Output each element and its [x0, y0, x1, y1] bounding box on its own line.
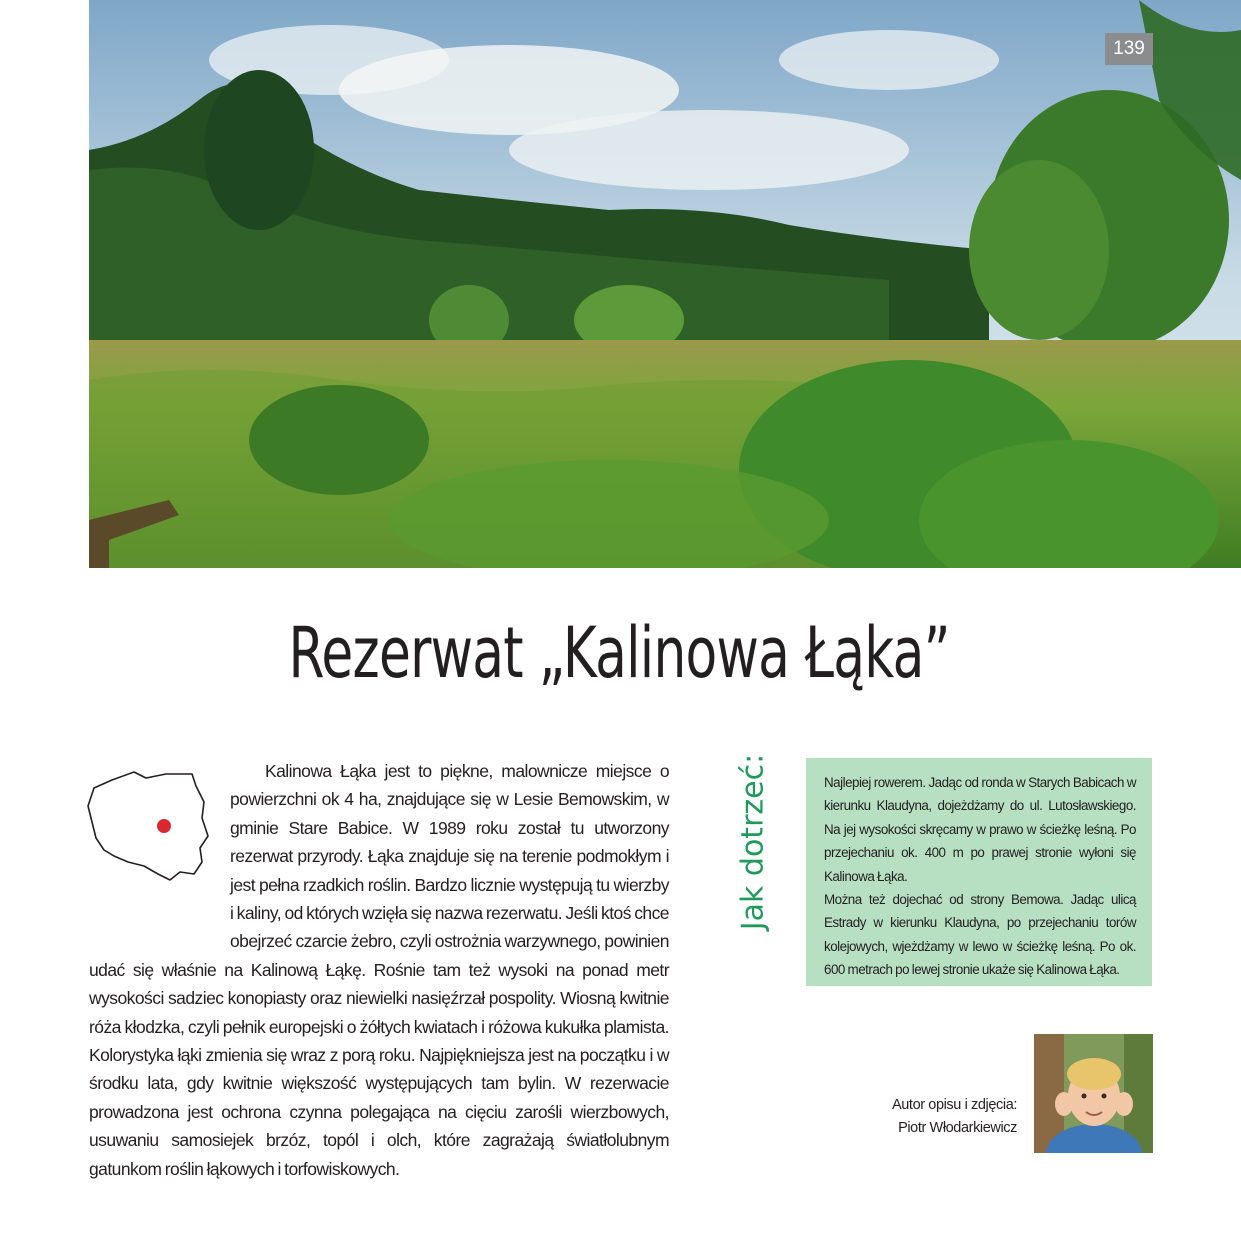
author-portrait-photo [1034, 1034, 1153, 1153]
directions-paragraph-2: Można też dojechać od strony Bemowa. Jadąc ulicą Estrady w kierunku Klaudyna, po przejechaniu torów kolejowych, wjeżdżamy w lewo w ścieżkę leśną. Po ok. 600 metrach po lewej stronie ukaże się Kalinowa Łąka. [824, 892, 1136, 978]
author-caption-label: Autor opisu i zdjęcia: [892, 1097, 1017, 1113]
description-text [89, 757, 669, 1183]
description-paragraph: Kalinowa Łąka jest to piękne, malownicze miejsce o powierzchni ok 4 ha, znajdujące się w Lesie Bemowskim, w gminie Stare Babice. W 1989 roku został tu utworzony rezerwat przyrody. Łąka znajduje się na terenie podmokłym i jest pełna rzadkich roślin. Bardzo licznie występują tu wierzby i kaliny, od których wzięła się nazwa rezerwatu. Jeśli ktoś chce obejrzeć czarcie żebro, czyli ostrożnia warzywnego, powinien udać się właśnie na Kalinową Łąkę. Rośnie tam też wysoki na ponad metr wysokości sadziec konopiasty oraz niewielki nasięźrzał pospolity. Wiosną kwitnie róża kłodzka, czyli pełnik europejski o żółtych kwiatach i różowa kukułka plamista. Kolorystyka łąki zmienia się wraz z porą roku. Najpiękniejsza jest na początku i w środku lata, gdy kwitnie większość występujących tam bylin. W rezerwacie prowadzona jest ochrona czynna polegająca na cięciu zarośli wierzbowych, usuwaniu samosiejek brzóz, topól i olch, które zagrażają światłolubnym gatunkom roślin łąkowych i torfowiskowych. [89, 761, 669, 1179]
author-name: Piotr Włodarkiewicz [898, 1120, 1017, 1136]
directions-label-text: Jak dotrzeć: [735, 753, 771, 931]
directions-paragraph-1: Najlepiej rowerem. Jadąc od ronda w Starych Babicach w kierunku Klaudyna, dojeżdżamy do ul. Lutosławskiego. Na jej wysokości skręcamy w prawo w ścieżkę leśną. Po przejechaniu ok. 400 m po prawej stronie wyłoni się Kalinowa Łąka. [824, 775, 1136, 884]
page-number: 139 [1105, 33, 1153, 65]
directions-box [806, 758, 1152, 986]
map-spacer [89, 759, 230, 929]
directions-label [728, 752, 778, 932]
author-photo [1034, 1034, 1153, 1153]
hero-photo [89, 0, 1241, 568]
page-title: Rezerwat „Kalinowa Łąka” [288, 612, 950, 694]
author-caption [818, 1094, 1017, 1140]
meadow-landscape-photo [89, 0, 1241, 568]
